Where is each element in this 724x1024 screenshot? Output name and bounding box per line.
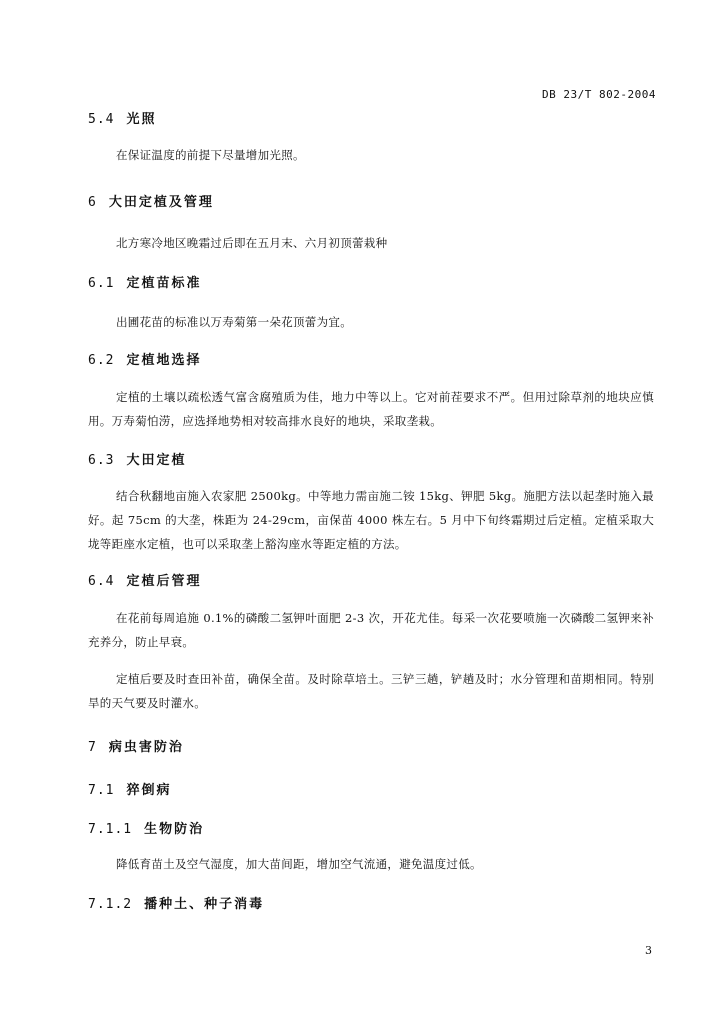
paragraph-5-4: 在保证温度的前提下尽量增加光照。: [116, 148, 305, 162]
heading-title: 定植苗标准: [126, 276, 202, 291]
heading-6-2: [88, 349, 202, 368]
heading-7: [88, 736, 184, 755]
heading-title: 大田定植及管理: [108, 195, 214, 210]
heading-number: 7.1: [88, 783, 115, 798]
paragraph-6-2: 定植的土壤以疏松透气富含腐殖质为佳，地力中等以上。它对前茬要求不严。但用过除草剂的地块应慎用。万寿菊怕涝，应选择地势相对较高排水良好的地块，采取垄栽。: [88, 390, 654, 428]
heading-number: 6.4: [88, 574, 115, 589]
heading-number: 7: [88, 740, 97, 755]
heading-number: 6.1: [88, 276, 115, 291]
paragraph-7-1-1: 降低育苗土及空气湿度，加大苗间距，增加空气流通，避免温度过低。: [116, 857, 482, 871]
heading-title: 定植后管理: [126, 574, 202, 589]
heading-6: [88, 191, 214, 210]
heading-7-1-2: [88, 893, 264, 912]
paragraph-6: 北方寒冷地区晚霜过后即在五月末、六月初顶蕾栽种: [116, 236, 388, 250]
heading-7-1: [88, 779, 172, 798]
paragraph-6-4-a: 在花前每周追施 0.1%的磷酸二氢钾叶面肥 2-3 次，开花尤佳。每采一次花要喷施一次磷酸二氢钾来补充养分，防止早衰。: [88, 611, 654, 649]
heading-number: 7.1.1: [88, 822, 133, 837]
heading-title: 大田定植: [126, 453, 187, 468]
paragraph-6-1: 出圃花苗的标准以万寿菊第一朵花顶蕾为宜。: [116, 315, 352, 329]
paragraph-6-3: 结合秋翻地亩施入农家肥 2500kg。中等地力需亩施二铵 15kg、钾肥 5kg。施肥方法以起垄时施入最好。起 75cm 的大垄，株距为 24-29cm，亩保苗 4000 株左右。5 月中下旬终霜期过后定植。定植采取大垅等距座水定植，也可以采取垄上豁沟座水等距定植的方法。: [88, 489, 654, 551]
heading-number: 7.1.2: [88, 897, 133, 912]
heading-6-3: [88, 449, 187, 468]
heading-number: 6.2: [88, 353, 115, 368]
heading-5-4: [88, 108, 157, 127]
heading-6-1: [88, 272, 202, 291]
heading-number: 5.4: [88, 112, 115, 127]
heading-6-4: [88, 570, 202, 589]
heading-title: 病虫害防治: [108, 740, 184, 755]
heading-title: 定植地选择: [126, 353, 202, 368]
page-number: 3: [645, 944, 652, 957]
paragraph-6-4-b: 定植后要及时查田补苗，确保全苗。及时除草培土。三铲三趟，铲趟及时；水分管理和苗期相同。特别旱的天气要及时灌水。: [88, 672, 654, 710]
heading-title: 光照: [126, 112, 157, 127]
heading-title: 猝倒病: [126, 783, 172, 798]
heading-number: 6.3: [88, 453, 115, 468]
heading-number: 6: [88, 195, 97, 210]
heading-title: 生物防治: [144, 822, 205, 837]
heading-title: 播种土、种子消毒: [144, 897, 265, 912]
heading-7-1-1: [88, 818, 204, 837]
standard-code: DB 23/T 802-2004: [542, 88, 656, 101]
